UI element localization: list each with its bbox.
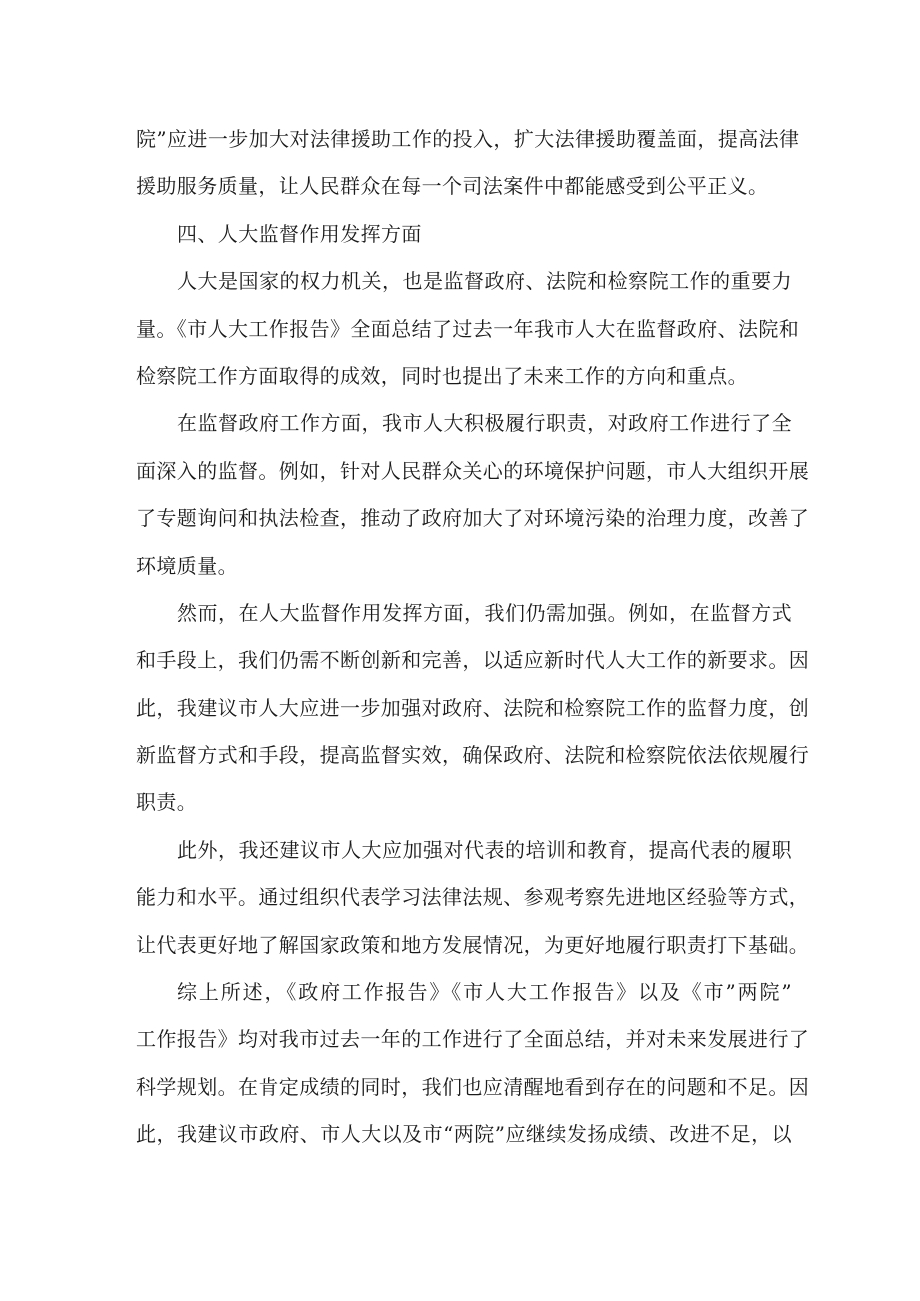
text-line: 面深入的监督。例如，针对人民群众关心的环境保护问题，市人大组织开展 — [136, 458, 810, 483]
text-line: 工作报告》均对我市过去一年的工作进行了全面总结，并对未来发展进行了 — [136, 1027, 810, 1052]
text-line: 职责。 — [136, 790, 198, 815]
text-line: 援助服务质量，让人民群众在每一个司法案件中都能感受到公平正义。 — [136, 174, 769, 199]
text-line: 量。《市人大工作报告》全面总结了过去一年我市人大在监督政府、法院和 — [136, 316, 800, 341]
text-line: 新监督方式和手段，提高监督实效，确保政府、法院和检察院依法依规履行 — [136, 743, 810, 768]
body-text — [136, 116, 810, 1159]
text-line: 此外，我还建议市人大应加强对代表的培训和教育，提高代表的履职 — [177, 837, 792, 862]
text-line: 能力和水平。通过组织代表学习法律法规、参观考察先进地区经验等方式， — [136, 885, 810, 910]
text-line: 综上所述，《政府工作报告》《市人大工作报告》以及《市”两院” — [177, 980, 792, 1005]
text-line: 此，我建议市人大应进一步加强对政府、法院和检察院工作的监督力度，创 — [136, 695, 810, 720]
paragraph — [136, 969, 810, 1159]
text-line: 人大是国家的权力机关，也是监督政府、法院和检察院工作的重要力 — [177, 269, 792, 294]
text-line: 院”应进一步加大对法律援助工作的投入，扩大法律援助覆盖面，提高法律 — [136, 127, 800, 151]
section-heading — [136, 211, 792, 258]
text-line: 检察院工作方面取得的成效，同时也提出了未来工作的方向和重点。 — [136, 363, 748, 388]
text-line: 了专题询问和执法检查，推动了政府加大了对环境污染的治理力度，改善了 — [136, 506, 810, 531]
paragraph — [136, 590, 810, 827]
text-line: 此，我建议市政府、市人大以及市“两院”应继续发扬成绩、改进不足，以 — [136, 1122, 792, 1147]
text-line: 在监督政府工作方面，我市人大积极履行职责，对政府工作进行了全 — [177, 411, 792, 436]
text-line: 环境质量。 — [136, 553, 238, 578]
paragraph — [136, 258, 800, 400]
paragraph — [136, 827, 810, 969]
paragraph-continued — [136, 116, 800, 211]
section-heading-text: 四、人大监督作用发挥方面 — [177, 221, 422, 246]
text-line: 科学规划。在肯定成绩的同时，我们也应清醒地看到存在的问题和不足。因 — [136, 1074, 810, 1099]
paragraph — [136, 400, 810, 590]
text-line: 让代表更好地了解国家政策和地方发展情况，为更好地履行职责打下基础。 — [136, 932, 810, 957]
text-line: 和手段上，我们仍需不断创新和完善，以适应新时代人大工作的新要求。因 — [136, 648, 810, 673]
text-line: 然而，在人大监督作用发挥方面，我们仍需加强。例如，在监督方式 — [177, 600, 792, 625]
